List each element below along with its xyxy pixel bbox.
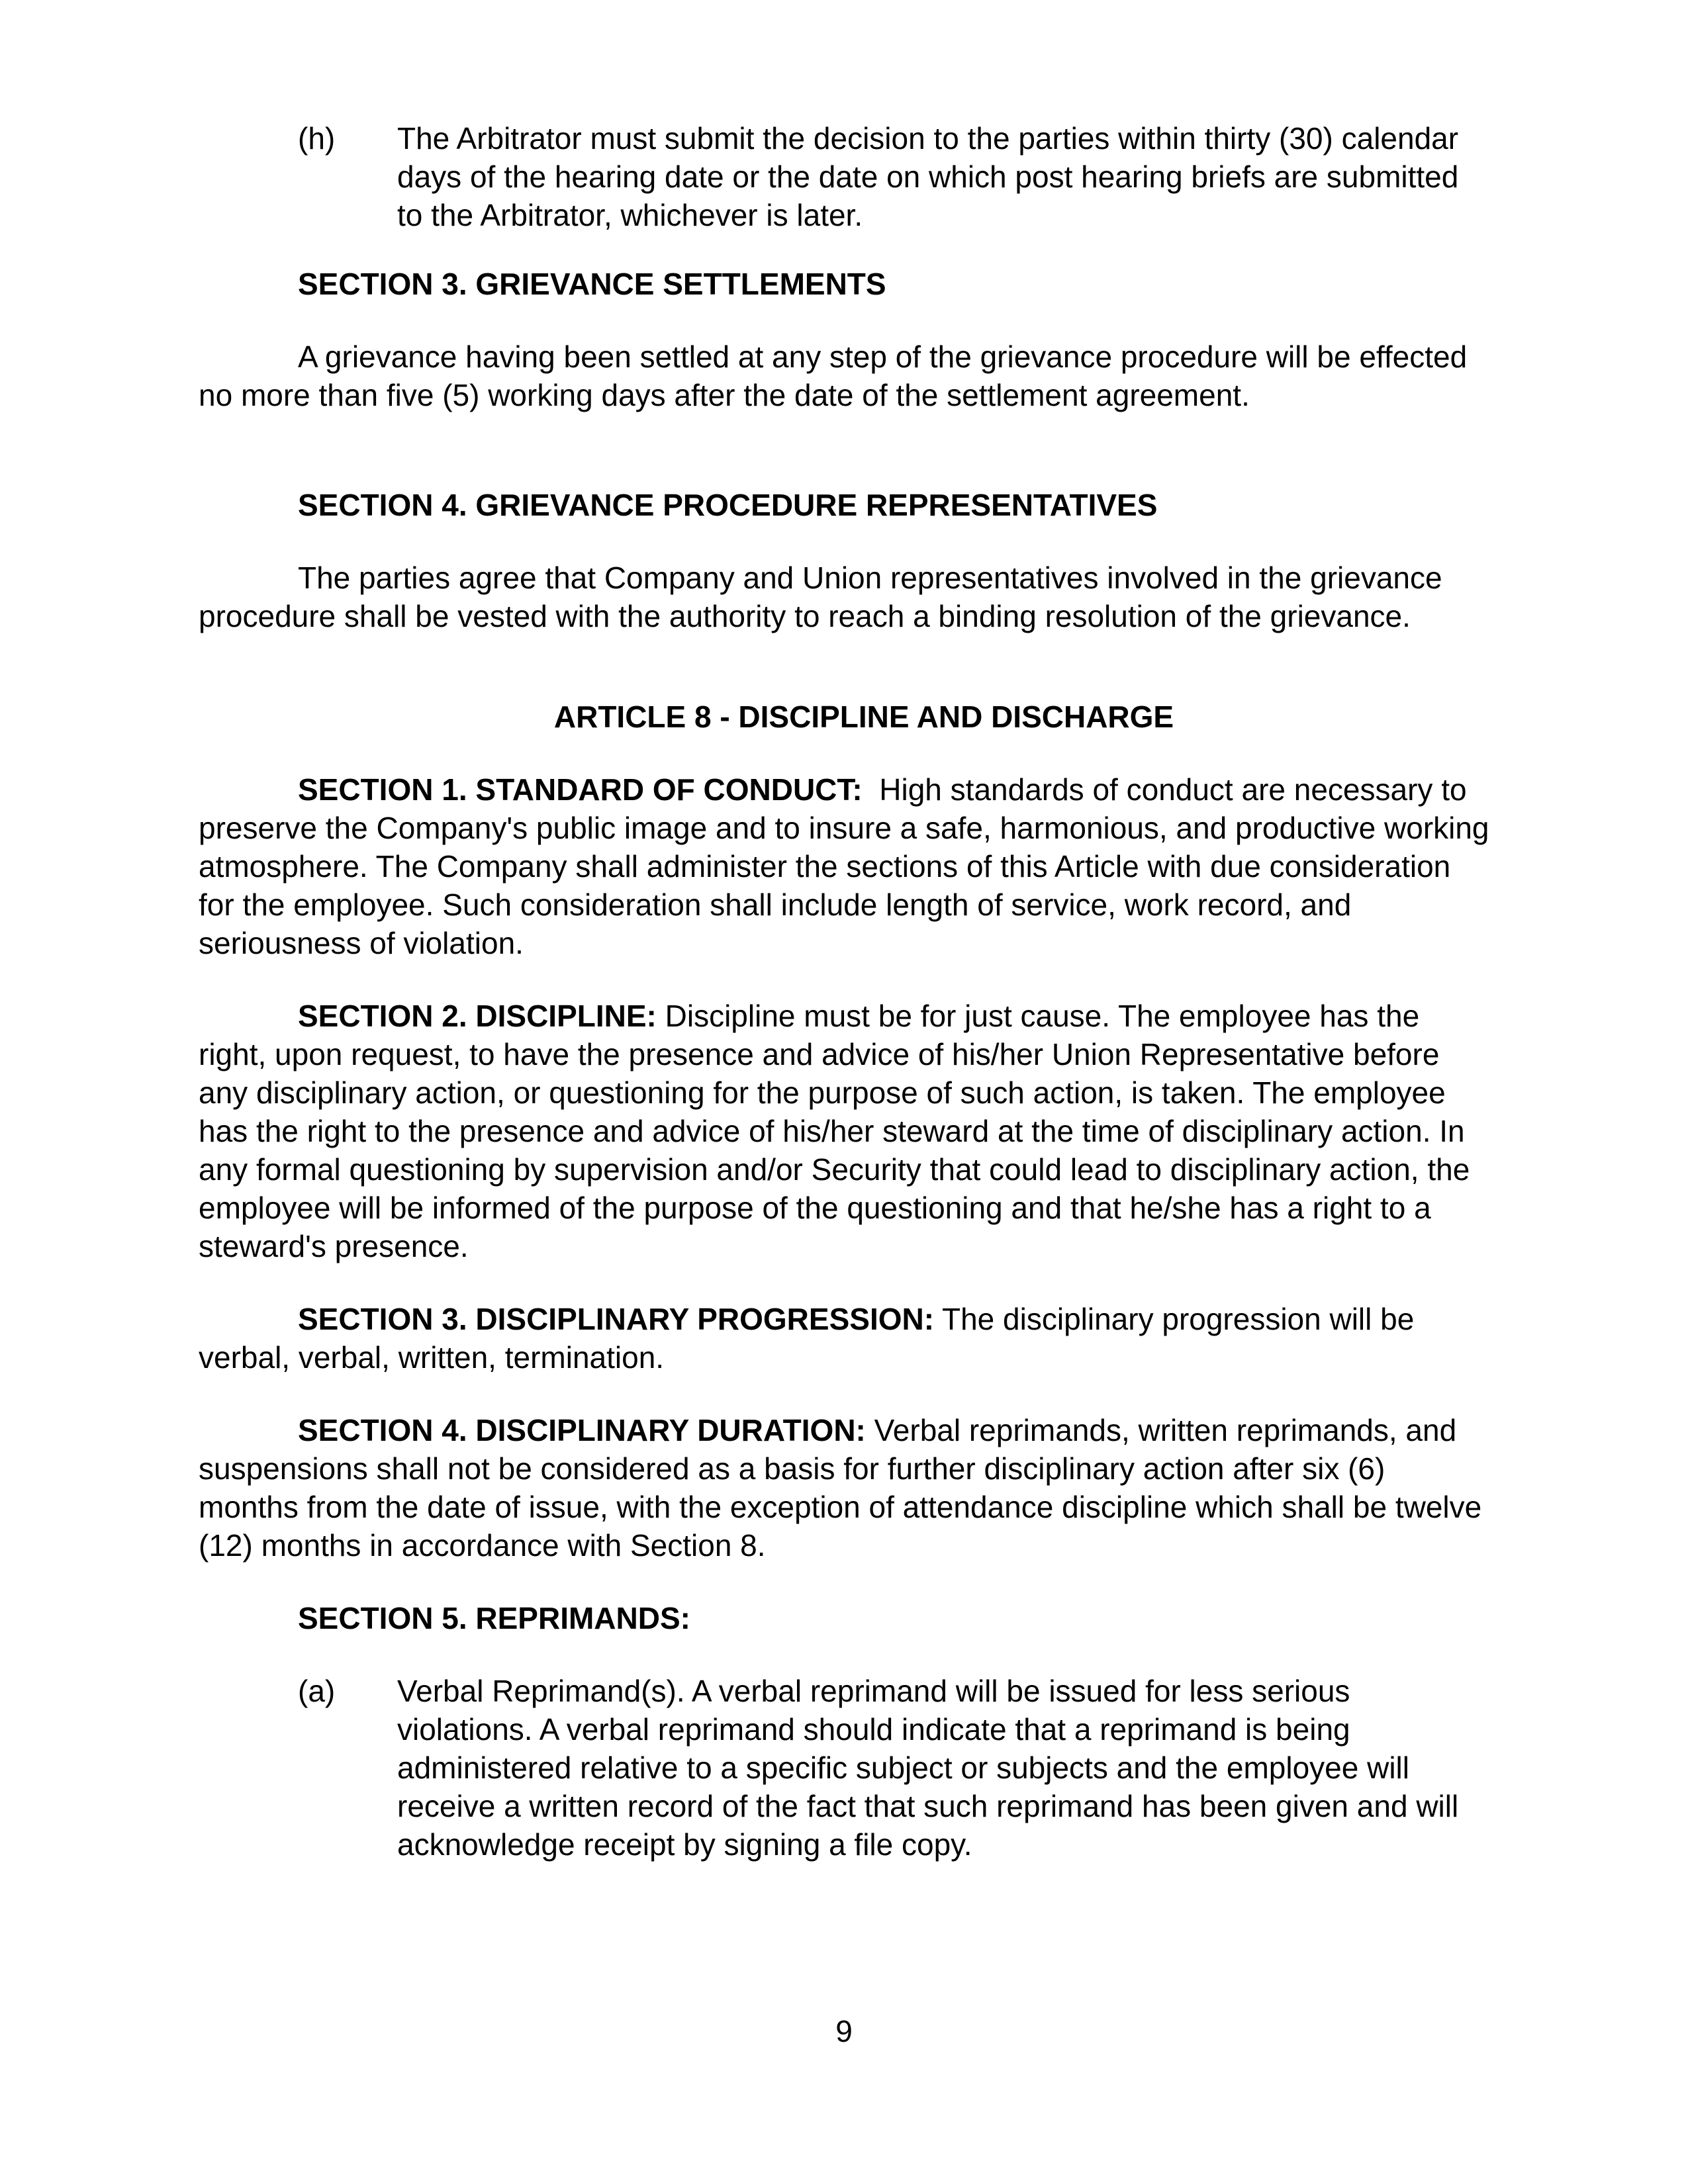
section-heading-disciplinary-progression: SECTION 3. DISCIPLINARY PROGRESSION: — [298, 1302, 935, 1336]
section-heading-reprimands: SECTION 5. REPRIMANDS: — [298, 1601, 690, 1635]
list-item-h — [199, 119, 1489, 234]
section-text-standard-of-conduct: High standards of conduct are necessary to preserve the Company's public image and to insure a safe, harmonious, and productive working atmosphere. The Company shall administer the sections of this Article with due consideration for the employee. Such consideration shall include length of service, work record, and seriousness of violation. — [199, 772, 1489, 960]
article-heading: ARTICLE 8 - DISCIPLINE AND DISCHARGE — [553, 700, 1174, 734]
paragraph-grievance-settlements: A grievance having been settled at any step of the grievance procedure will be effected no more than five (5) working days after the date of the settlement agreement. — [199, 340, 1468, 412]
document-page — [199, 119, 1489, 1864]
section-heading-standard-of-conduct: SECTION 1. STANDARD OF CONDUCT: — [298, 772, 863, 807]
paragraph-disciplinary-progression — [199, 1300, 1489, 1377]
list-item-a — [199, 1672, 1489, 1864]
section-text-disciplinary-progression: The disciplinary progression will be verbal, verbal, written, termination. — [199, 1302, 1415, 1375]
list-marker: (h) — [298, 121, 336, 156]
section-heading-grievance-representatives: SECTION 4. GRIEVANCE PROCEDURE REPRESENTATIVES — [298, 488, 1158, 522]
section-heading-grievance-settlements: SECTION 3. GRIEVANCE SETTLEMENTS — [298, 267, 886, 301]
section-text-disciplinary-duration: Verbal reprimands, written reprimands, and suspensions shall not be considered as a basis for further disciplinary action after six (6) months from the date of issue, with the exception of attendance discipline which shall be twelve (12) months in accordance with Section 8. — [199, 1413, 1482, 1563]
section-heading-disciplinary-duration: SECTION 4. DISCIPLINARY DURATION: — [298, 1413, 866, 1447]
list-item-text: The Arbitrator must submit the decision to the parties within thirty (30) calendar days of the hearing date or the date on which post hearing briefs are submitted to the Arbitrator, whichever is later. — [397, 121, 1459, 232]
paragraph-grievance-representatives: The parties agree that Company and Union representatives involved in the grievance procedure shall be vested with the authority to reach a binding resolution of the grievance. — [199, 561, 1442, 633]
section-text-discipline: Discipline must be for just cause. The employee has the right, upon request, to have the presence and advice of his/her Union Representative before any disciplinary action, or questioning for the purpose of such action, is taken. The employee has the right to the presence and advice of his/her steward at the time of disciplinary action. In any formal questioning by supervision and/or Security that could lead to disciplinary action, the employee will be informed of the purpose of the questioning and that he/she has a right to a steward's presence. — [199, 999, 1470, 1263]
page-number: 9 — [835, 2014, 853, 2048]
section-heading-discipline: SECTION 2. DISCIPLINE: — [298, 999, 657, 1033]
paragraph-standard-of-conduct — [199, 770, 1489, 962]
list-item-text: Verbal Reprimand(s). A verbal reprimand will be issued for less serious violations. A verbal reprimand should indicate that a reprimand is being administered relative to a specific subject or subjects and the employee will receive a written record of the fact that such reprimand has been given and will acknowledge receipt by signing a file copy. — [397, 1674, 1459, 1862]
paragraph-disciplinary-duration — [199, 1411, 1489, 1565]
paragraph-discipline — [199, 997, 1489, 1265]
list-marker: (a) — [298, 1674, 336, 1708]
